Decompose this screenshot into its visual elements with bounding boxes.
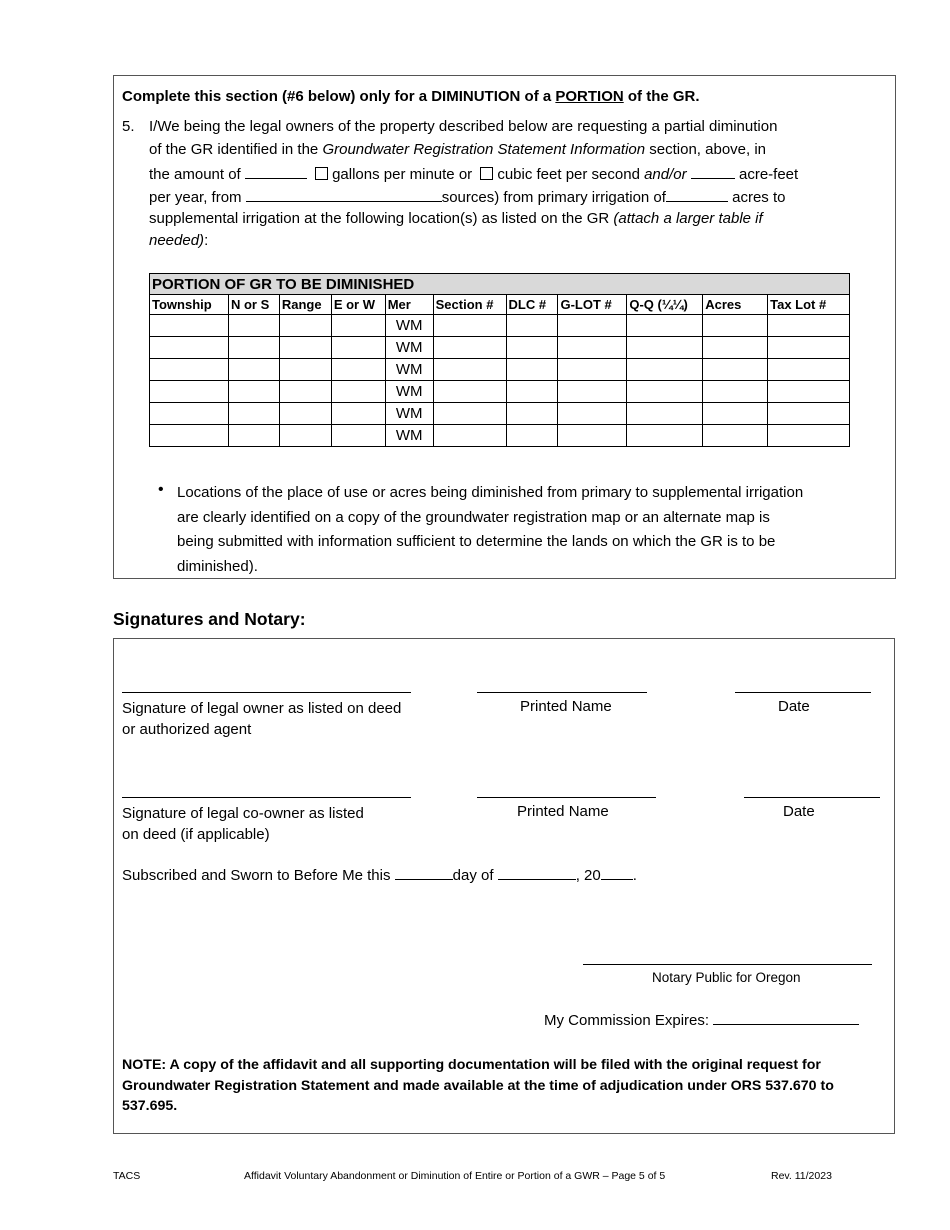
table-cell[interactable]	[228, 381, 279, 403]
table-cell[interactable]	[331, 425, 385, 447]
table-cell[interactable]	[433, 337, 506, 359]
column-header: Acres	[703, 295, 768, 315]
cfs-checkbox[interactable]	[480, 167, 493, 180]
table-cell[interactable]	[433, 359, 506, 381]
request-line-2: of the GR identified in the Groundwater Registration Statement Information section, above, in	[149, 141, 767, 158]
meridian-cell: WM	[385, 403, 433, 425]
table-cell[interactable]	[768, 359, 850, 381]
request-line-6: needed):	[149, 232, 209, 249]
coowner-signature-label: Signature of legal co-owner as listed on deed (if applicable)	[122, 805, 364, 843]
table-cell[interactable]	[768, 337, 850, 359]
commission-expires-field[interactable]	[713, 1010, 859, 1025]
table-cell[interactable]	[506, 315, 558, 337]
table-cell[interactable]	[703, 359, 768, 381]
request-line-1: I/We being the legal owners of the property described below are requesting a partial diminution	[149, 118, 778, 135]
acre-feet-field[interactable]	[691, 164, 735, 179]
table-cell[interactable]	[279, 337, 331, 359]
table-cell[interactable]	[433, 425, 506, 447]
footer-right: Rev. 11/2023	[771, 1170, 832, 1182]
table-cell[interactable]	[279, 381, 331, 403]
sworn-statement: Subscribed and Sworn to Before Me this day of , 20 .	[122, 867, 637, 884]
table-cell[interactable]	[433, 315, 506, 337]
table-cell[interactable]	[228, 337, 279, 359]
table-cell[interactable]	[331, 359, 385, 381]
table-cell[interactable]	[627, 315, 703, 337]
table-cell[interactable]	[558, 359, 627, 381]
table-cell[interactable]	[331, 381, 385, 403]
gpm-amount-field[interactable]	[245, 164, 307, 179]
table-cell[interactable]	[703, 403, 768, 425]
table-cell[interactable]	[558, 337, 627, 359]
table-cell[interactable]	[150, 381, 229, 403]
owner-signature-line[interactable]	[122, 692, 411, 693]
table-row	[150, 337, 850, 359]
request-line-4: per year, from sources) from primary irrigation of acres to	[149, 189, 786, 206]
table-cell[interactable]	[703, 315, 768, 337]
column-header: Q-Q (¼¼)	[627, 295, 703, 315]
meridian-cell: WM	[385, 381, 433, 403]
table-cell[interactable]	[331, 315, 385, 337]
section-6-heading: Complete this section (#6 below) only for a DIMINUTION of a PORTION of the GR.	[122, 88, 700, 105]
column-header: Tax Lot #	[768, 295, 850, 315]
owner-date-line[interactable]	[735, 692, 871, 693]
printed-name-label-2: Printed Name	[517, 803, 609, 820]
table-row	[150, 381, 850, 403]
coowner-signature-line[interactable]	[122, 797, 411, 798]
table-cell[interactable]	[768, 403, 850, 425]
table-title: PORTION OF GR TO BE DIMINISHED	[150, 274, 850, 295]
date-label-2: Date	[783, 803, 815, 820]
table-cell[interactable]	[558, 381, 627, 403]
table-cell[interactable]	[506, 381, 558, 403]
table-cell[interactable]	[703, 425, 768, 447]
table-cell[interactable]	[506, 403, 558, 425]
table-cell[interactable]	[506, 359, 558, 381]
table-cell[interactable]	[150, 315, 229, 337]
table-cell[interactable]	[506, 425, 558, 447]
meridian-cell: WM	[385, 425, 433, 447]
table-row	[150, 425, 850, 447]
table-cell[interactable]	[768, 425, 850, 447]
table-cell[interactable]	[506, 337, 558, 359]
table-cell[interactable]	[433, 403, 506, 425]
column-header: Mer	[385, 295, 433, 315]
table-cell[interactable]	[279, 359, 331, 381]
commission-expires: My Commission Expires:	[544, 1010, 859, 1029]
request-line-3: the amount of gallons per minute or cubic feet per second and/or acre-feet	[149, 166, 799, 183]
column-header: N or S	[228, 295, 279, 315]
sworn-day-field[interactable]	[395, 865, 453, 880]
signatures-heading: Signatures and Notary:	[113, 609, 306, 629]
table-cell[interactable]	[331, 403, 385, 425]
table-cell[interactable]	[150, 425, 229, 447]
gpm-checkbox[interactable]	[315, 167, 328, 180]
table-cell[interactable]	[768, 381, 850, 403]
table-cell[interactable]	[331, 337, 385, 359]
portion-table	[149, 273, 850, 447]
coowner-printed-name-line[interactable]	[477, 797, 656, 798]
table-header-row	[150, 295, 850, 315]
table-cell[interactable]	[627, 359, 703, 381]
note-text: NOTE: A copy of the affidavit and all supporting documentation will be filed with the original request for Groundwater Registration Statement and made available at the time of adjudication under ORS 537.670 to 537.695.	[122, 1057, 834, 1114]
table-cell[interactable]	[228, 403, 279, 425]
footer-left: TACS	[113, 1170, 141, 1182]
table-cell[interactable]	[150, 359, 229, 381]
table-cell[interactable]	[279, 315, 331, 337]
table-cell[interactable]	[150, 337, 229, 359]
bullet-icon: •	[158, 481, 164, 498]
item-number: 5.	[122, 118, 135, 135]
column-header: G-LOT #	[558, 295, 627, 315]
sworn-year-field[interactable]	[601, 865, 633, 880]
table-cell[interactable]	[627, 381, 703, 403]
footer-center: Affidavit Voluntary Abandonment or Diminution of Entire or Portion of a GWR – Page 5 of 5	[244, 1170, 666, 1182]
table-cell[interactable]	[703, 337, 768, 359]
bullet-text: Locations of the place of use or acres being diminished from primary to supplemental irrigation are clearly identified on a copy of the groundwater registration map or an alternate map is being submitted with information sufficient to determine the lands on which the GR is to be diminished).	[177, 484, 804, 575]
table-cell[interactable]	[228, 425, 279, 447]
meridian-cell: WM	[385, 337, 433, 359]
printed-name-label-1: Printed Name	[520, 698, 612, 715]
table-cell[interactable]	[703, 381, 768, 403]
table-cell[interactable]	[558, 403, 627, 425]
table-row	[150, 359, 850, 381]
meridian-cell: WM	[385, 315, 433, 337]
table-cell[interactable]	[768, 315, 850, 337]
table-cell[interactable]	[228, 359, 279, 381]
owner-signature-label: Signature of legal owner as listed on deed or authorized agent	[122, 700, 402, 738]
coowner-date-line[interactable]	[744, 797, 880, 798]
notary-label: Notary Public for Oregon	[652, 970, 801, 985]
table-cell[interactable]	[433, 381, 506, 403]
owner-printed-name-line[interactable]	[477, 692, 647, 693]
table-cell[interactable]	[627, 403, 703, 425]
table-cell[interactable]	[150, 403, 229, 425]
sources-field[interactable]	[246, 187, 442, 202]
column-header: DLC #	[506, 295, 558, 315]
table-cell[interactable]	[228, 315, 279, 337]
table-cell[interactable]	[279, 403, 331, 425]
notary-signature-line[interactable]	[583, 964, 872, 965]
date-label-1: Date	[778, 698, 810, 715]
column-header: E or W	[331, 295, 385, 315]
meridian-cell: WM	[385, 359, 433, 381]
table-cell[interactable]	[558, 425, 627, 447]
table-row	[150, 403, 850, 425]
column-header: Range	[279, 295, 331, 315]
acres-field[interactable]	[666, 187, 728, 202]
request-line-5: supplemental irrigation at the following location(s) as listed on the GR (attach a larger table if	[149, 210, 763, 227]
table-row	[150, 315, 850, 337]
table-cell[interactable]	[558, 315, 627, 337]
sworn-month-field[interactable]	[498, 865, 576, 880]
table-cell[interactable]	[627, 337, 703, 359]
column-header: Township	[150, 295, 229, 315]
table-cell[interactable]	[279, 425, 331, 447]
table-cell[interactable]	[627, 425, 703, 447]
column-header: Section #	[433, 295, 506, 315]
